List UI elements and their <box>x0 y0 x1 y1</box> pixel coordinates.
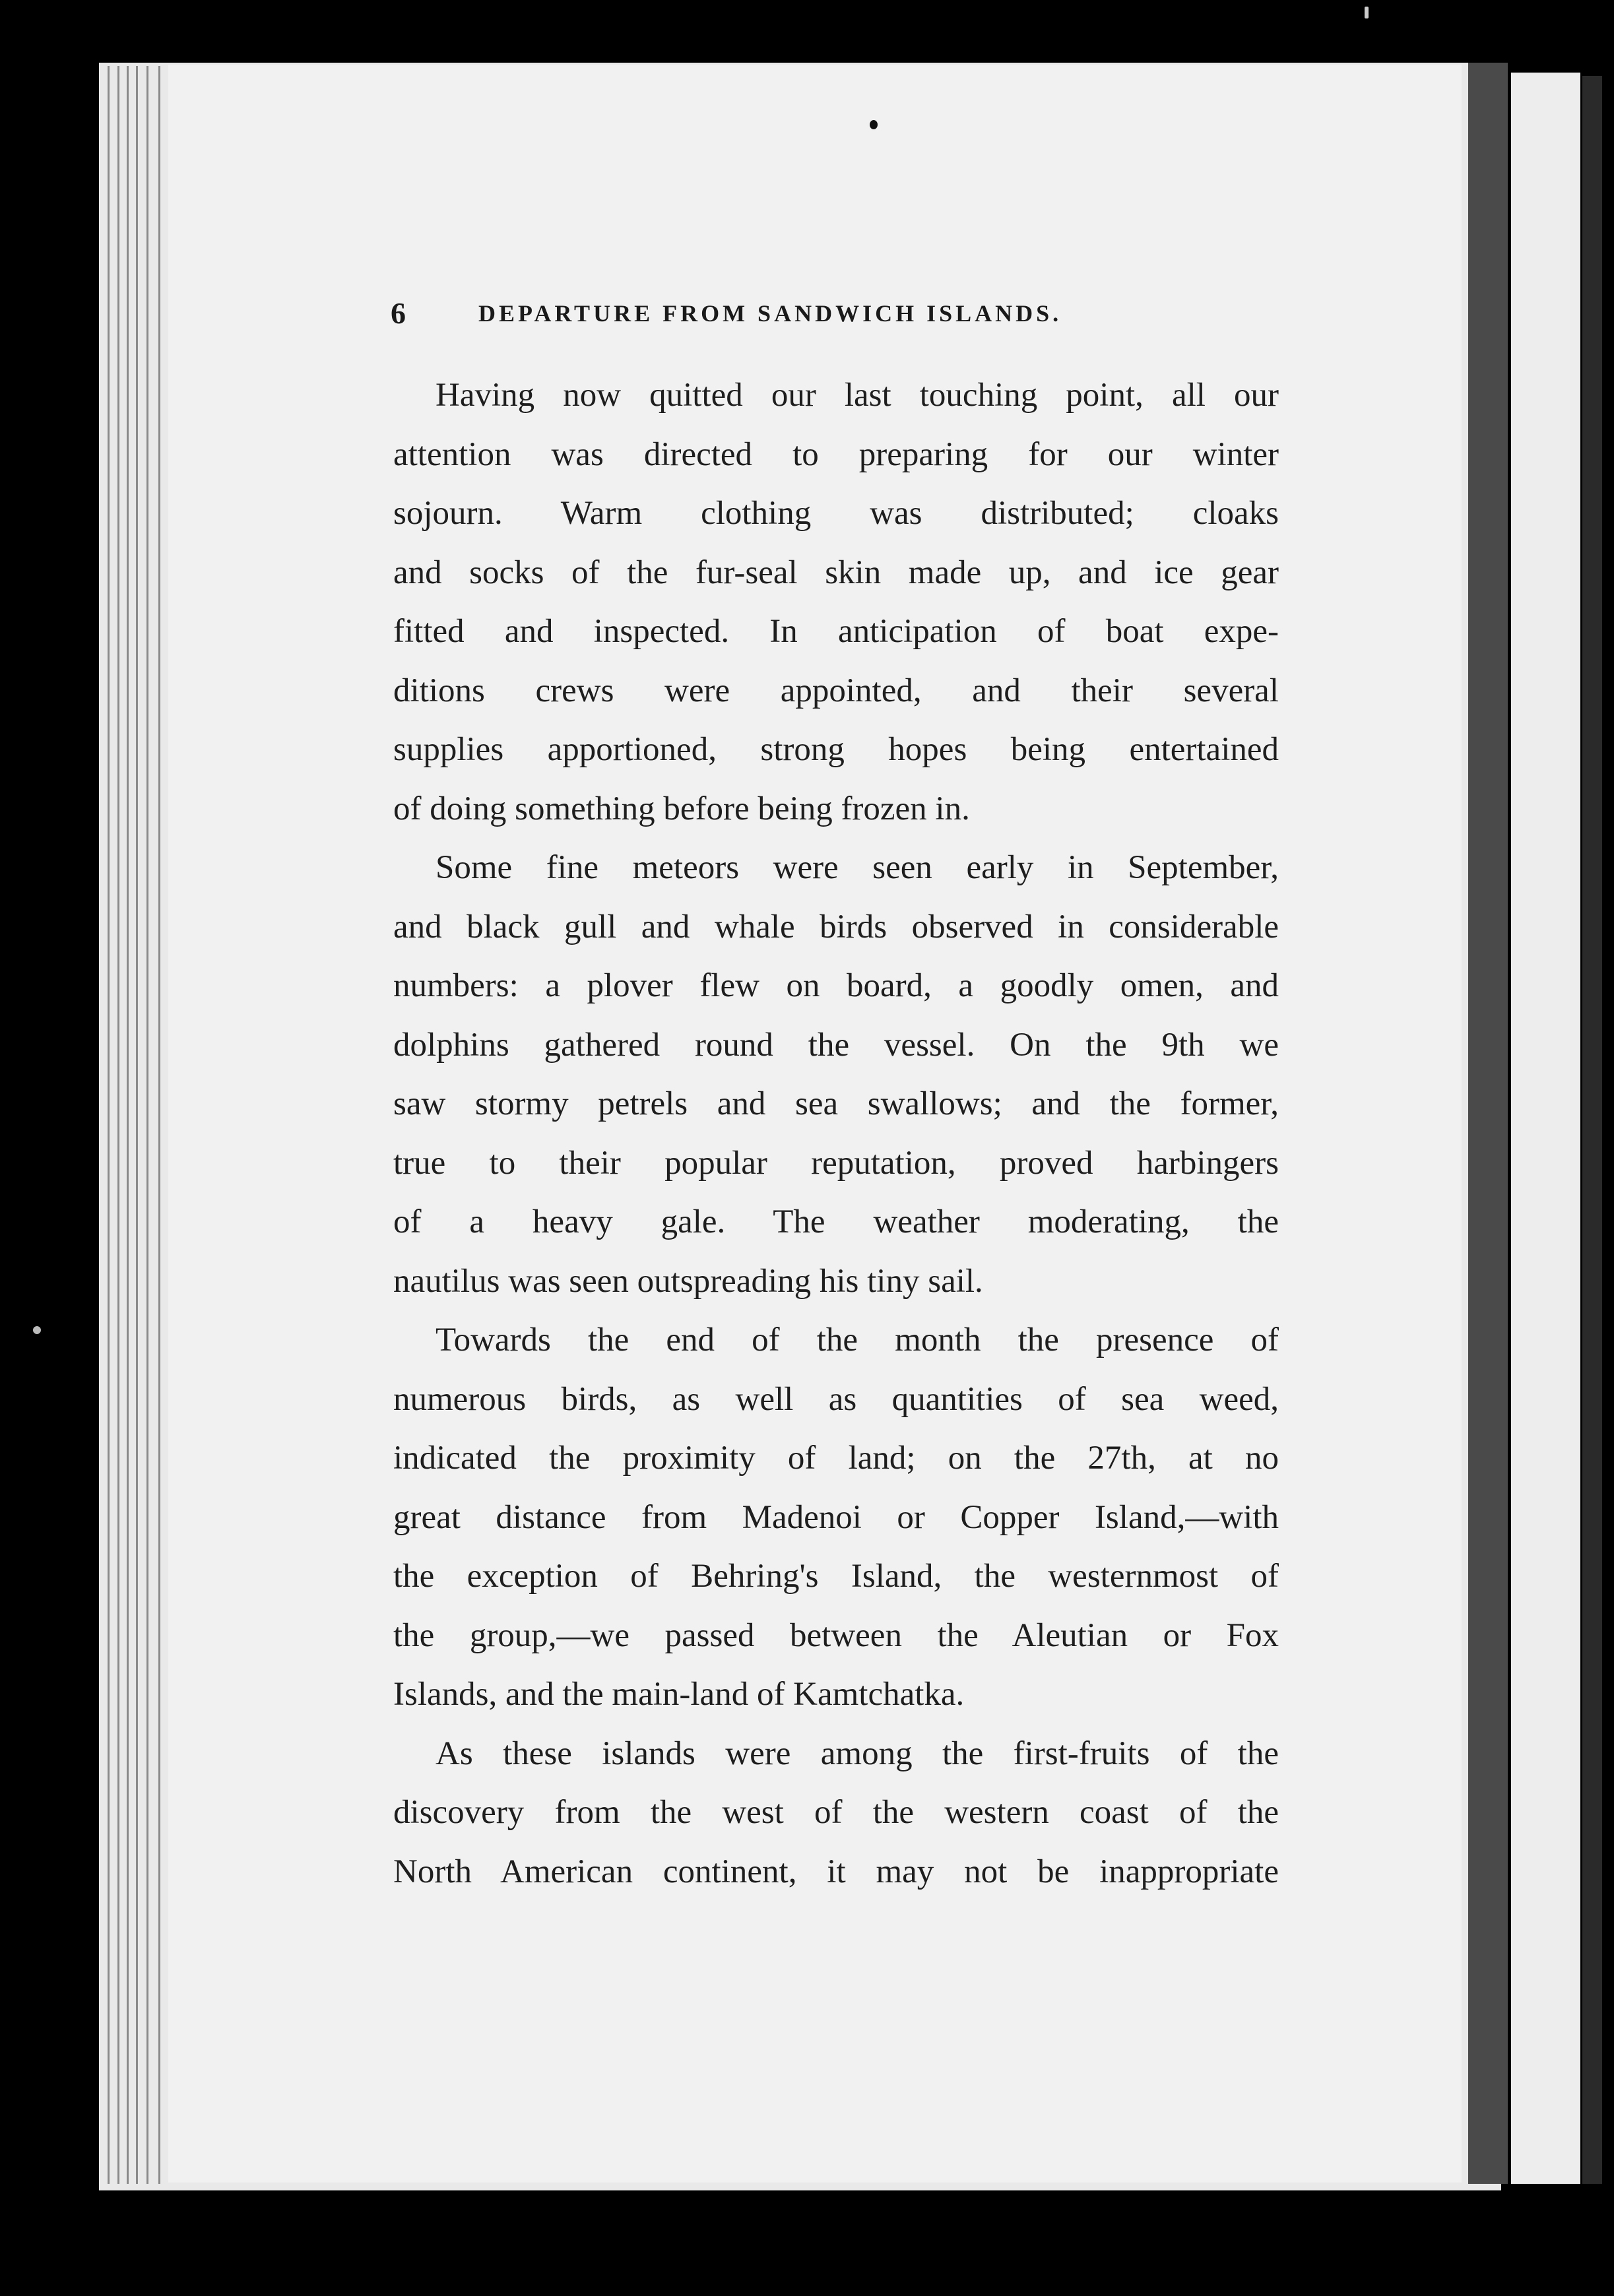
text-line: fitted and inspected. In anticipation of boat expe- <box>393 613 1279 650</box>
running-title: DEPARTURE FROM SANDWICH ISLANDS. <box>478 300 1062 327</box>
page-edge-line <box>146 66 148 2184</box>
text-line: As these islands were among the first-fruits of the <box>436 1735 1279 1772</box>
text-line: of doing something before being frozen in. <box>393 790 970 827</box>
dust-speck <box>33 1326 41 1334</box>
text-line: numerous birds, as well as quantities of sea weed, <box>393 1380 1279 1418</box>
text-line: dolphins gathered round the vessel. On the 9th we <box>393 1026 1279 1064</box>
text-line: North American continent, it may not be inappropriate <box>393 1853 1279 1890</box>
dust-speck <box>1365 7 1369 18</box>
text-line: of a heavy gale. The weather moderating, the <box>393 1203 1279 1240</box>
page-number: 6 <box>391 296 406 330</box>
text-line: saw stormy petrels and sea swallows; and the former, <box>393 1085 1279 1122</box>
text-line: Some fine meteors were seen early in September, <box>436 849 1279 886</box>
text-line: the group,—we passed between the Aleutian or Fox <box>393 1616 1279 1654</box>
binding-edge <box>1511 73 1580 2184</box>
text-line: indicated the proximity of land; on the 27th, at no <box>393 1440 1279 1477</box>
page-edge-line <box>117 66 119 2184</box>
text-line: and socks of the fur-seal skin made up, and ice gear <box>393 554 1279 591</box>
text-line: discovery from the west of the western coast of the <box>393 1794 1279 1831</box>
page-edge-line <box>158 66 160 2184</box>
ink-speck <box>870 120 878 129</box>
text-line: nautilus was seen outspreading his tiny sail. <box>393 1262 983 1300</box>
text-line: and black gull and whale birds observed in considerable <box>393 908 1279 945</box>
text-line: great distance from Madenoi or Copper Island,—with <box>393 1498 1279 1536</box>
text-line: Towards the end of the month the presence of <box>436 1322 1279 1358</box>
page-edge-line <box>127 66 129 2184</box>
text-line: attention was directed to preparing for our winter <box>393 435 1279 473</box>
text-line: Islands, and the main-land of Kamtchatka. <box>393 1676 965 1713</box>
text-line: sojourn. Warm clothing was distributed; cloaks <box>393 495 1279 532</box>
text-line: ditions crews were appointed, and their several <box>393 672 1279 709</box>
page-edge-line <box>108 66 110 2184</box>
body-text <box>393 366 1279 1901</box>
text-line: true to their popular reputation, proved harbingers <box>393 1144 1279 1182</box>
text-line: Having now quitted our last touching point, all our <box>436 377 1279 414</box>
binding-shadow <box>1468 63 1508 2184</box>
running-head <box>391 296 1314 331</box>
binding-edge-dark <box>1582 76 1602 2184</box>
text-line: the exception of Behring's Island, the westernmost of <box>393 1558 1279 1595</box>
page-edge-line <box>136 66 138 2184</box>
text-line: numbers: a plover flew on board, a goodly omen, and <box>393 967 1279 1004</box>
text-line: supplies apportioned, strong hopes being entertained <box>393 731 1279 768</box>
